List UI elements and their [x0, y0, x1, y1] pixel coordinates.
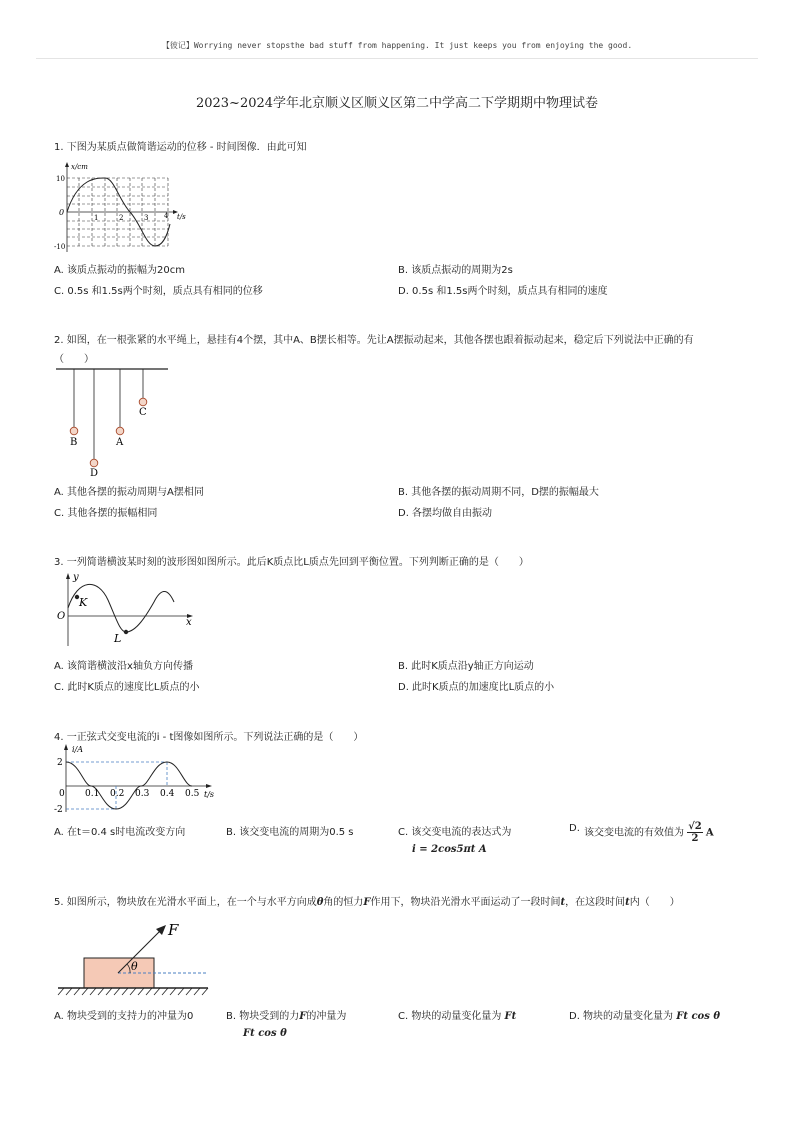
stem-text: 5. 如图所示，物块放在光滑水平面上，在一个与水平方向成 [54, 897, 317, 908]
question-4-stem: 4. 一正弦式交变电流的i - t图像如图所示。下列说法正确的是（ ） [54, 732, 364, 743]
option-b-text-end: 的冲量为 [306, 1011, 347, 1022]
option-b-text: B. 物块受到的力 [226, 1011, 300, 1022]
header-divider [36, 58, 758, 59]
graph-4-x-tick-2: 0.2 [110, 789, 125, 799]
question-1-option-a[interactable]: A. 该质点振动的振幅为20cm [54, 265, 185, 276]
graph-1-x-tick-3: 3 [144, 214, 149, 222]
question-4-option-a[interactable]: A. 在t＝0.4 s时电流改变方向 [54, 827, 186, 838]
graph-1-origin: 0 [59, 208, 65, 217]
stem-text: 作用下，物块沿光滑水平面运动了一段时间 [370, 897, 561, 908]
question-1-displacement-time-graph [54, 160, 204, 252]
question-2-stem: 2. 如图，在一根张紧的水平绳上，悬挂有4个摆，其中A、B摆长相等。先让A摆振动起来，其他各摆也跟着振动起来，稳定后下列说法中正确的有 [54, 335, 694, 346]
option-c-text: C. 物块的动量变化量为 [398, 1011, 502, 1022]
option-b-force: F [299, 1011, 307, 1022]
question-4-option-c[interactable]: C. 该交变电流的表达式为 [398, 827, 512, 838]
graph-1-x-tick-4: 4 [164, 212, 169, 220]
question-5-option-b[interactable] [226, 1007, 346, 1022]
question-5-option-a[interactable]: A. 物块受到的支持力的冲量为0 [54, 1011, 194, 1022]
question-1-option-c[interactable]: C. 0.5s 和1.5s两个时刻，质点具有相同的位移 [54, 286, 263, 297]
graph-4-y-tick-top: 2 [57, 758, 63, 768]
question-5-option-b-formula: Ft cos θ [243, 1028, 287, 1039]
wave-k-label: K [79, 596, 88, 609]
option-d-fraction [687, 821, 703, 844]
question-3-stem: 3. 一列简谐横波某时刻的波形图如图所示。此后K质点比L质点先回到平衡位置。下列判断正确的是（ ） [54, 557, 529, 568]
question-2-option-a[interactable]: A. 其他各摆的振动周期与A摆相同 [54, 487, 204, 498]
graph-1-y-unit: x/cm [71, 163, 88, 171]
option-d-unit: A [705, 827, 714, 839]
question-4-option-d[interactable]: D. [569, 823, 580, 834]
question-5-block-force-figure [58, 918, 218, 1000]
question-5-option-d[interactable] [569, 1007, 720, 1022]
pendulum-a-label: A [116, 437, 124, 448]
stem-text: 内（ ） [629, 897, 680, 908]
current-curve [66, 762, 192, 809]
graph-1-x-unit: t/s [177, 213, 186, 221]
pendulum-d-label: D [90, 468, 99, 479]
option-d-label: 该交变电流的有效值为 [584, 827, 684, 839]
pendulum-c-bob [139, 398, 147, 406]
question-3-option-c[interactable]: C. 此时K质点的速度比L质点的小 [54, 682, 200, 693]
question-3-option-d[interactable]: D. 此时K质点的加速度比L质点的小 [398, 682, 555, 693]
graph-4-x-tick-4: 0.4 [160, 789, 175, 799]
question-1-option-d[interactable]: D. 0.5s 和1.5s两个时刻，质点具有相同的速度 [398, 286, 608, 297]
pendulum-d-bob [90, 459, 98, 467]
paper-title: 2023~2024学年北京顺义区顺义区第二中学高二下学期期中物理试卷 [195, 96, 599, 111]
pendulum-b-bob [70, 427, 78, 435]
option-d-text: D. 物块的动量变化量为 [569, 1011, 674, 1022]
stem-force: F [363, 897, 371, 908]
question-2-pendulums-figure [54, 366, 174, 479]
graph-4-origin: 0 [59, 789, 65, 799]
question-4-current-time-graph [54, 742, 224, 814]
question-3-waveform-figure [54, 570, 199, 648]
pendulum-c-label: C [139, 407, 147, 418]
question-2-option-b[interactable]: B. 其他各摆的振动周期不同，D摆的振幅最大 [398, 487, 599, 498]
question-4-option-d-text [584, 821, 714, 844]
wave-l-label: L [114, 632, 122, 645]
pendulum-b-label: B [70, 437, 78, 448]
option-c-formula: Ft [504, 1011, 517, 1022]
question-3-option-b[interactable]: B. 此时K质点沿y轴正方向运动 [398, 661, 534, 672]
stem-time: t [560, 897, 566, 908]
graph-1-y-tick-bottom: -10 [54, 243, 66, 251]
graph-4-x-tick-3: 0.3 [135, 789, 150, 799]
graph-1-x-tick-1: 1 [94, 214, 99, 222]
stem-theta: θ [316, 897, 324, 908]
question-4-option-c-formula: i = 2cos5πt A [412, 844, 487, 855]
graph-4-x-tick-5: 0.5 [185, 789, 200, 799]
graph-1-x-tick-2: 2 [119, 214, 124, 222]
stem-text: ，在这段时间 [565, 897, 626, 908]
graph-4-y-unit: i/A [72, 745, 84, 754]
question-3-option-a[interactable]: A. 该简谐横波沿x轴负方向传播 [54, 661, 193, 672]
wave-origin-label: O [57, 611, 66, 622]
question-5-option-c[interactable] [398, 1007, 516, 1022]
graph-4-x-tick-1: 0.1 [85, 789, 100, 799]
question-2-option-c[interactable]: C. 其他各摆的振幅相同 [54, 508, 158, 519]
question-2-stem-line2: （ ） [54, 354, 94, 365]
force-label: F [168, 921, 179, 939]
page-header-watermark: 【彼记】Worrying never stopsthe bad stuff from happening. It just keeps you from enjoying the good. [161, 41, 633, 50]
stem-text: 角的恒力 [323, 897, 364, 908]
question-1-option-b[interactable]: B. 该质点振动的周期为2s [398, 265, 513, 276]
question-4-option-b[interactable]: B. 该交变电流的周期为0.5 s [226, 827, 354, 838]
stem-time: t [625, 897, 630, 908]
option-d-formula: Ft cos θ [676, 1011, 720, 1022]
fraction-denominator: 2 [691, 833, 699, 844]
wave-x-label: x [186, 617, 192, 628]
graph-4-x-unit: t/s [204, 790, 215, 799]
theta-label: θ [131, 960, 138, 973]
point-l [124, 630, 128, 634]
pendulum-a-bob [116, 427, 124, 435]
graph-4-y-tick-bottom: -2 [54, 805, 63, 815]
wave-y-label: y [73, 572, 79, 583]
graph-1-y-tick-top: 10 [56, 175, 65, 183]
question-1-stem: 1. 下图为某质点做简谐运动的位移 - 时间图像．由此可知 [54, 142, 307, 153]
fraction-numerator: √2 [688, 821, 702, 832]
question-2-option-d[interactable]: D. 各摆均做自由振动 [398, 508, 493, 519]
question-5-stem [54, 893, 680, 908]
